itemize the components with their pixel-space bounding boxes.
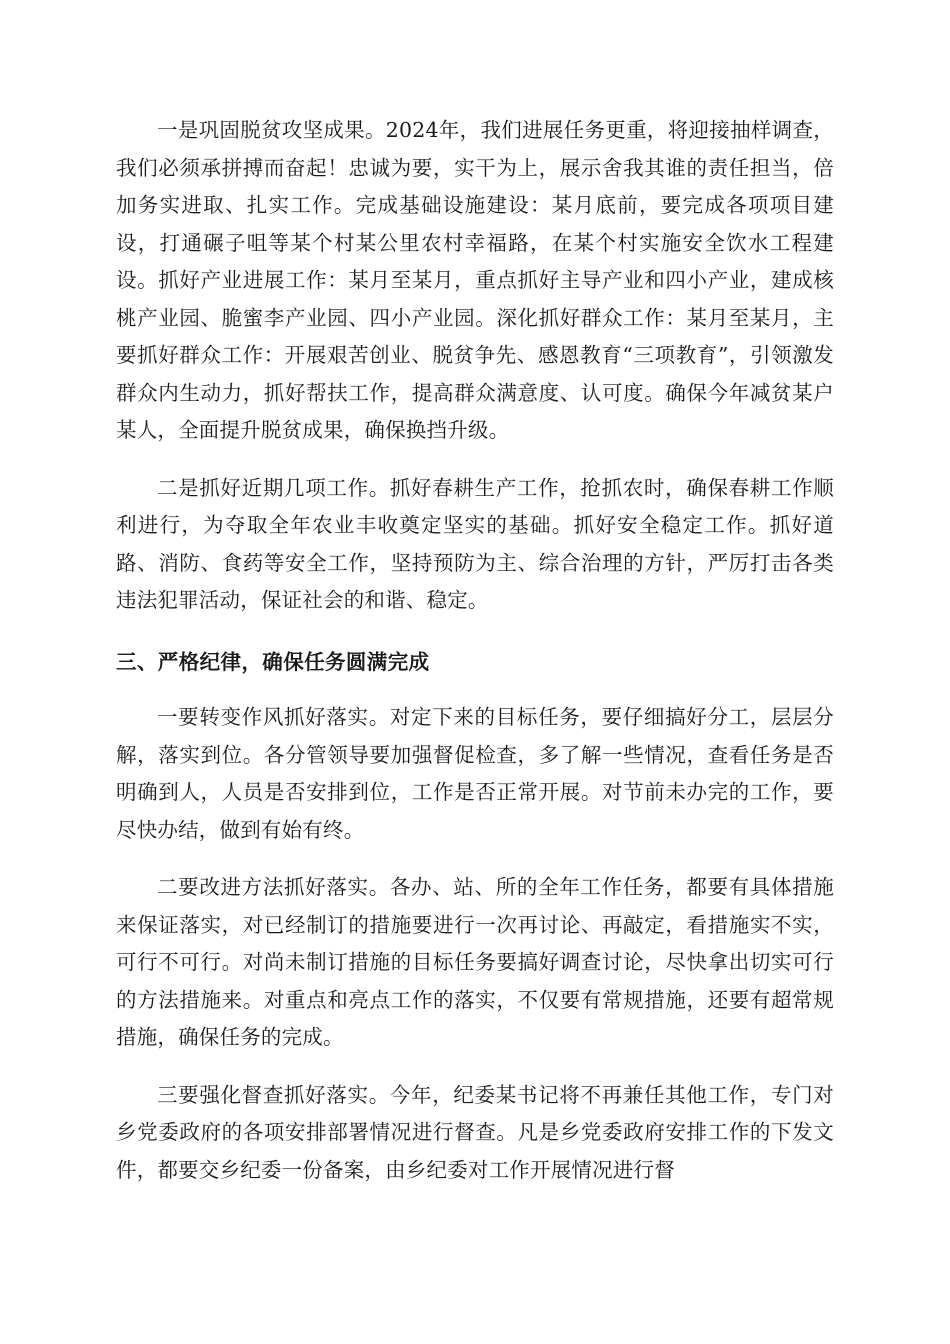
paragraph-strengthen-supervision: 三要强化督查抓好落实。今年，纪委某书记将不再兼任其他工作，专门对乡党委政府的各项安排部署情况进行督查。凡是乡党委政府安排工作的下发文件，都要交乡纪委一份备案，由乡纪委对工作开展情况进行督 <box>116 1082 834 1182</box>
paragraph-recent-work: 二是抓好近期几项工作。抓好春耕生产工作，抢抓农时，确保春耕工作顺利进行，为夺取全年农业丰收奠定坚实的基础。抓好安全稳定工作。抓好道路、消防、食药等安全工作，坚持预防为主、综合治理的方针，严厉打击各类违法犯罪活动，保证社会的和谐、稳定。 <box>116 475 834 612</box>
paragraph-consolidate-poverty: 一是巩固脱贫攻坚成果。2024年，我们进展任务更重，将迎接抽样调查，我们必须承拼搏而奋起！忠诚为要，实干为上，展示舍我其谁的责任担当，倍加务实进取、扎实工作。完成基础设施建设：某月底前，要完成各项项目建设，打通碾子咀等某个村某公里农村幸福路，在某个村实施安全饮水工程建设。抓好产业进展工作：某月至某月，重点抓好主导产业和四小产业，建成核桃产业园、脆蜜李产业园、四小产业园。深化抓好群众工作：某月至某月，主要抓好群众工作：开展艰苦创业、脱贫争先、感恩教育“三项教育”，引领激发群众内生动力，抓好帮扶工作，提高群众满意度、认可度。确保今年减贫某户某人，全面提升脱贫成果，确保换挡升级。 <box>116 118 834 442</box>
paragraph-improve-methods: 二要改进方法抓好落实。各办、站、所的全年工作任务，都要有具体措施来保证落实，对已经制订的措施要进行一次再讨论、再敲定，看措施实不实，可行不可行。对尚未制订措施的目标任务要搞好调查讨论，尽快拿出切实可行的方法措施来。对重点和亮点工作的落实，不仅要有常规措施，还要有超常规措施，确保任务的完成。 <box>116 875 834 1049</box>
section-heading: 三、严格纪律，确保任务圆满完成 <box>116 649 430 674</box>
paragraph-change-style: 一要转变作风抓好落实。对定下来的目标任务，要仔细搞好分工，层层分解，落实到位。各分管领导要加强督促检查，多了解一些情况，查看任务是否明确到人，人员是否安排到位，工作是否正常开展。对节前未办完的工作，要尽快办结，做到有始有终。 <box>116 705 834 842</box>
document-page <box>116 112 834 1189</box>
